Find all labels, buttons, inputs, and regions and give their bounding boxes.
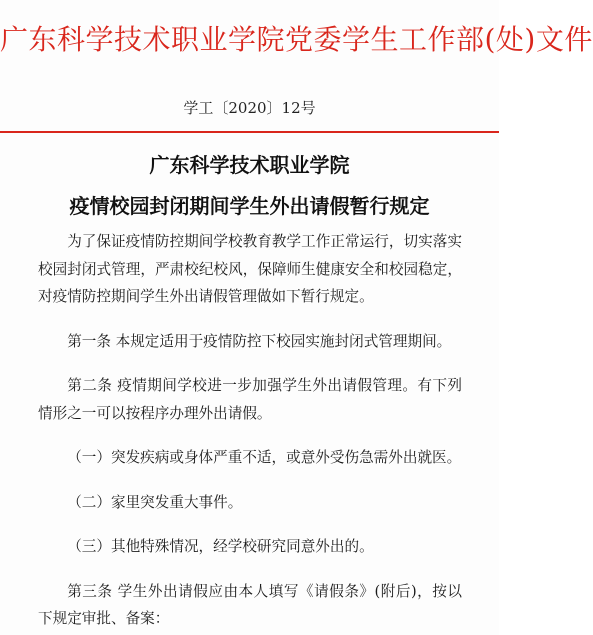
paragraph-preamble: 为了保证疫情防控期间学校教育教学工作正常运行，切实落实校园封闭式管理，严肃校纪校风，保障师生健康安全和校园稳定，对疫情防控期间学生外出请假管理做如下暂行规定。 [38,233,462,305]
document-number: 学工〔2020〕12号 [183,99,316,117]
paragraph-item-2: （二）家里突发重大事件。 [67,493,243,511]
paragraph-article-2: 第二条 疫情期间学校进一步加强学生外出请假管理。有下列情形之一可以按程序办理外出请假。 [38,377,462,422]
paragraph-article-3: 第三条 学生外出请假应由本人填写《请假条》(附后)，按以下规定审批、备案： [38,582,462,627]
header-divider [0,131,499,133]
document-title-regulation: 疫情校园封闭期间学生外出请假暂行规定 [69,194,430,218]
document-body [38,228,462,633]
document-header-title: 广东科学技术职业学院党委学生工作部(处)文件 [0,23,593,56]
paragraph-item-1: （一）突发疾病或身体严重不适，或意外受伤急需外出就医。 [67,449,462,466]
paragraph-article-1: 第一条 本规定适用于疫情防控下校园实施封闭式管理期间。 [67,332,452,350]
paragraph-item-3: （三）其他特殊情况，经学校研究同意外出的。 [67,538,374,555]
document-title-institution: 广东科学技术职业学院 [149,153,350,177]
